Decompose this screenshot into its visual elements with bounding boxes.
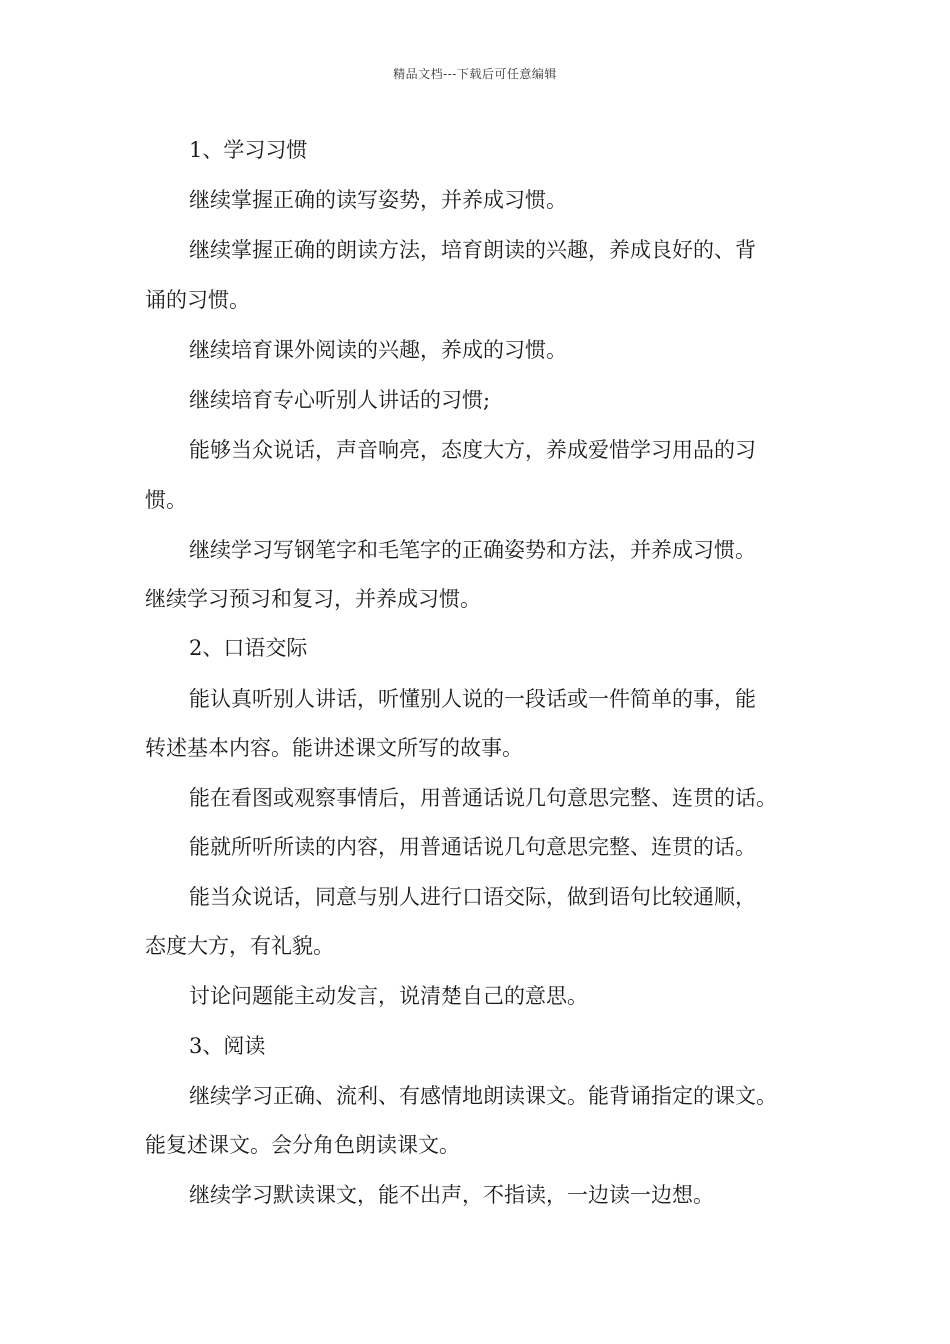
paragraph-line: 惯。	[145, 488, 187, 512]
paragraph-line: 讨论问题能主动发言，说清楚自己的意思。	[189, 984, 588, 1008]
paragraph-line: 能在看图或观察事情后，用普通话说几句意思完整、连贯的话。	[189, 786, 777, 810]
paragraph-line: 态度大方，有礼貌。	[145, 934, 334, 958]
paragraph-line: 能就所听所读的内容，用普通话说几句意思完整、连贯的话。	[189, 835, 756, 859]
section-heading-habits: 1、学习习惯	[189, 138, 308, 162]
paragraph-line: 转述基本内容。能讲述课文所写的故事。	[145, 736, 523, 760]
paragraph-line: 继续掌握正确的朗读方法，培育朗读的兴趣，养成良好的、背	[189, 238, 756, 262]
paragraph-line: 继续学习正确、流利、有感情地朗读课文。能背诵指定的课文。	[189, 1084, 777, 1108]
paragraph-line: 继续培育专心听别人讲话的习惯;	[189, 388, 491, 412]
paragraph-line: 诵的习惯。	[145, 288, 250, 312]
paragraph-line: 继续学习预习和复习，并养成习惯。	[145, 587, 481, 611]
paragraph-line: 能当众说话，同意与别人进行口语交际，做到语句比较通顺，	[189, 885, 756, 909]
paragraph-line: 继续培育课外阅读的兴趣，养成的习惯。	[189, 338, 567, 362]
paragraph-line: 能认真听别人讲话，听懂别人说的一段话或一件简单的事，能	[189, 687, 756, 711]
page-header: 精品文档---下载后可任意编辑	[393, 67, 557, 81]
paragraph-line: 继续学习写钢笔字和毛笔字的正确姿势和方法，并养成习惯。	[189, 538, 756, 562]
section-heading-oral: 2、口语交际	[189, 636, 308, 660]
paragraph-line: 能复述课文。会分角色朗读课文。	[145, 1133, 460, 1157]
section-heading-reading: 3、阅读	[189, 1034, 266, 1058]
paragraph-line: 继续掌握正确的读写姿势，并养成习惯。	[189, 188, 567, 212]
paragraph-line: 能够当众说话，声音响亮，态度大方，养成爱惜学习用品的习	[189, 438, 756, 462]
paragraph-line: 继续学习默读课文，能不出声，不指读，一边读一边想。	[189, 1183, 714, 1207]
